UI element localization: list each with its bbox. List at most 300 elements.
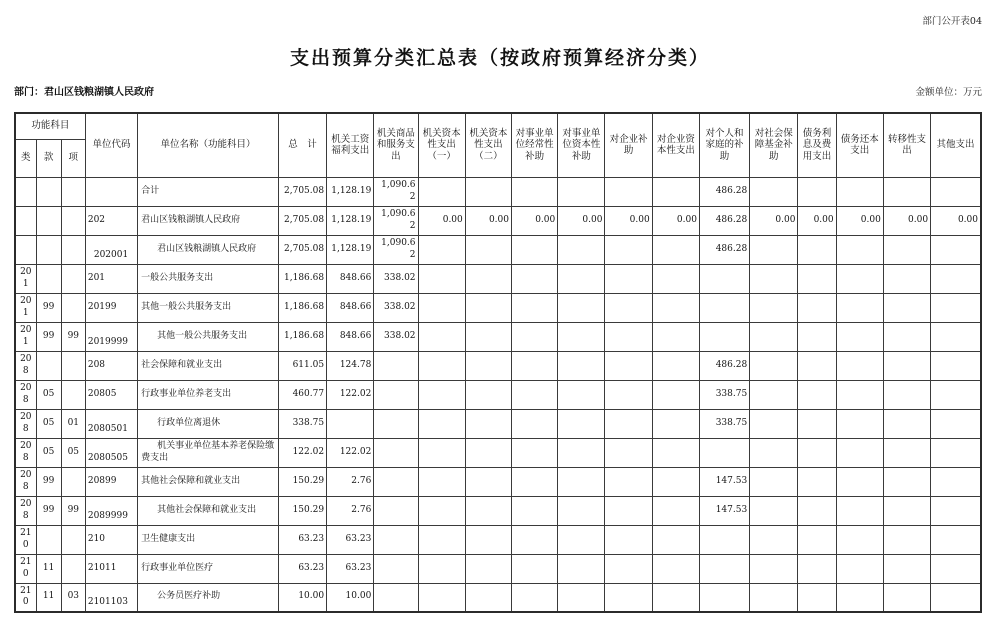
- cell-value-agency-wages-welfare: 2.76: [327, 496, 374, 525]
- cell-value-agency-capital-2: [465, 351, 511, 380]
- cell-value-individual-family-subsidy: 486.28: [699, 206, 749, 235]
- col-header-agency-wages-welfare: 机关工资福利支出: [327, 113, 374, 177]
- table-row: [15, 467, 981, 496]
- cell-item-code: [61, 264, 85, 293]
- cell-value-individual-family-subsidy: [699, 554, 749, 583]
- cell-value-institution-capital-subsidy: 0.00: [558, 206, 605, 235]
- cell-value-agency-goods-services: 1,090.62: [374, 206, 418, 235]
- col-header-institution-recurrent-subsidy: 对事业单位经常性补助: [512, 113, 558, 177]
- cell-value-institution-capital-subsidy: [558, 525, 605, 554]
- cell-value-transfer: [883, 496, 930, 525]
- cell-item-code: 03: [61, 583, 85, 612]
- cell-unit-name: 行政事业单位养老支出: [138, 380, 279, 409]
- budget-summary-table: [14, 112, 982, 613]
- col-header-enterprise-subsidy: 对企业补助: [605, 113, 652, 177]
- cell-value-agency-capital-1: [418, 467, 465, 496]
- cell-value-agency-goods-services: 338.02: [374, 293, 418, 322]
- cell-value-social-security-fund-subsidy: [750, 583, 798, 612]
- cell-value-debt-principal: [836, 293, 883, 322]
- cell-value-agency-capital-2: [465, 583, 511, 612]
- cell-unit-code: 210: [85, 525, 137, 554]
- cell-value-debt-interest-fees: [798, 264, 836, 293]
- cell-section-code: 05: [36, 438, 61, 467]
- cell-unit-code: [85, 177, 137, 206]
- cell-section-code: 11: [36, 554, 61, 583]
- cell-value-debt-principal: [836, 496, 883, 525]
- col-header-functional-subject: 功能科目: [15, 113, 85, 139]
- col-header-social-security-fund-subsidy: 对社会保障基金补助: [750, 113, 798, 177]
- cell-value-enterprise-capital: [652, 496, 699, 525]
- cell-class-code: 208: [15, 467, 36, 496]
- cell-section-code: 99: [36, 467, 61, 496]
- cell-value-individual-family-subsidy: 147.53: [699, 496, 749, 525]
- cell-unit-name: 卫生健康支出: [138, 525, 279, 554]
- cell-value-debt-interest-fees: [798, 438, 836, 467]
- cell-value-social-security-fund-subsidy: [750, 525, 798, 554]
- col-header-other: 其他支出: [931, 113, 981, 177]
- cell-value-enterprise-capital: [652, 525, 699, 554]
- cell-value-agency-goods-services: 1,090.62: [374, 177, 418, 206]
- cell-unit-code: 2080505: [85, 438, 137, 467]
- cell-value-total: 63.23: [278, 525, 326, 554]
- cell-class-code: [15, 177, 36, 206]
- cell-value-enterprise-capital: [652, 235, 699, 264]
- cell-unit-name: 君山区钱粮湖镇人民政府: [138, 206, 279, 235]
- cell-value-debt-interest-fees: [798, 351, 836, 380]
- cell-class-code: 208: [15, 351, 36, 380]
- col-header-agency-goods-services: 机关商品和服务支出: [374, 113, 418, 177]
- cell-item-code: [61, 177, 85, 206]
- cell-value-social-security-fund-subsidy: [750, 235, 798, 264]
- cell-value-institution-capital-subsidy: [558, 496, 605, 525]
- cell-value-transfer: [883, 351, 930, 380]
- cell-value-transfer: [883, 525, 930, 554]
- cell-value-institution-recurrent-subsidy: [512, 409, 558, 438]
- cell-section-code: 99: [36, 322, 61, 351]
- cell-value-agency-capital-2: 0.00: [465, 206, 511, 235]
- cell-value-debt-interest-fees: [798, 583, 836, 612]
- cell-value-enterprise-subsidy: [605, 177, 652, 206]
- cell-value-individual-family-subsidy: 486.28: [699, 235, 749, 264]
- cell-value-enterprise-subsidy: [605, 351, 652, 380]
- cell-value-total: 2,705.08: [278, 206, 326, 235]
- cell-value-individual-family-subsidy: [699, 264, 749, 293]
- cell-value-transfer: [883, 583, 930, 612]
- cell-value-agency-capital-2: [465, 380, 511, 409]
- cell-value-other: [931, 177, 981, 206]
- cell-value-agency-capital-2: [465, 438, 511, 467]
- cell-value-transfer: [883, 380, 930, 409]
- cell-value-social-security-fund-subsidy: [750, 293, 798, 322]
- cell-value-social-security-fund-subsidy: [750, 409, 798, 438]
- cell-value-institution-recurrent-subsidy: [512, 351, 558, 380]
- cell-unit-name: 机关事业单位基本养老保险缴费支出: [138, 438, 279, 467]
- table-body: [15, 177, 981, 612]
- table-row: [15, 264, 981, 293]
- cell-value-agency-capital-1: [418, 235, 465, 264]
- amount-unit-label: 金额单位：万元: [915, 87, 982, 98]
- cell-value-institution-capital-subsidy: [558, 554, 605, 583]
- department-label: 部门：君山区钱粮湖镇人民政府: [14, 87, 154, 98]
- table-row: [15, 554, 981, 583]
- cell-value-institution-recurrent-subsidy: [512, 525, 558, 554]
- cell-value-enterprise-subsidy: [605, 264, 652, 293]
- cell-value-agency-capital-2: [465, 322, 511, 351]
- cell-value-institution-recurrent-subsidy: [512, 235, 558, 264]
- table-row: [15, 583, 981, 612]
- cell-value-other: [931, 264, 981, 293]
- col-header-class: 类: [15, 139, 36, 177]
- cell-value-institution-capital-subsidy: [558, 351, 605, 380]
- cell-value-agency-goods-services: [374, 583, 418, 612]
- cell-unit-code: 2019999: [85, 322, 137, 351]
- cell-unit-name: 合计: [138, 177, 279, 206]
- cell-class-code: 208: [15, 409, 36, 438]
- cell-unit-name: 其他一般公共服务支出: [138, 322, 279, 351]
- cell-value-debt-principal: [836, 525, 883, 554]
- cell-class-code: [15, 235, 36, 264]
- cell-unit-code: 20899: [85, 467, 137, 496]
- cell-section-code: 11: [36, 583, 61, 612]
- col-header-unit-name: 单位名称（功能科目）: [138, 113, 279, 177]
- cell-value-total: 1,186.68: [278, 322, 326, 351]
- cell-value-enterprise-capital: [652, 583, 699, 612]
- cell-value-other: [931, 583, 981, 612]
- cell-value-agency-goods-services: [374, 409, 418, 438]
- cell-class-code: 208: [15, 438, 36, 467]
- cell-value-agency-capital-2: [465, 554, 511, 583]
- cell-value-transfer: [883, 554, 930, 583]
- cell-value-agency-capital-1: [418, 438, 465, 467]
- cell-value-debt-interest-fees: [798, 235, 836, 264]
- table-row: [15, 351, 981, 380]
- cell-value-individual-family-subsidy: 338.75: [699, 409, 749, 438]
- cell-value-agency-capital-1: [418, 351, 465, 380]
- cell-value-institution-capital-subsidy: [558, 235, 605, 264]
- cell-value-institution-recurrent-subsidy: [512, 322, 558, 351]
- cell-value-agency-wages-welfare: 122.02: [327, 380, 374, 409]
- cell-value-agency-capital-1: [418, 293, 465, 322]
- header-row-group: [15, 113, 981, 139]
- cell-value-other: [931, 322, 981, 351]
- cell-value-agency-capital-1: [418, 322, 465, 351]
- cell-value-social-security-fund-subsidy: [750, 351, 798, 380]
- cell-value-agency-capital-2: [465, 177, 511, 206]
- cell-section-code: [36, 264, 61, 293]
- cell-unit-code: 20805: [85, 380, 137, 409]
- cell-section-code: 99: [36, 293, 61, 322]
- cell-section-code: [36, 351, 61, 380]
- cell-value-social-security-fund-subsidy: [750, 496, 798, 525]
- cell-value-social-security-fund-subsidy: [750, 264, 798, 293]
- cell-value-debt-interest-fees: [798, 467, 836, 496]
- cell-class-code: 201: [15, 293, 36, 322]
- col-header-debt-interest-fees: 债务利息及费用支出: [798, 113, 836, 177]
- cell-value-institution-capital-subsidy: [558, 438, 605, 467]
- cell-value-transfer: 0.00: [883, 206, 930, 235]
- cell-item-code: [61, 467, 85, 496]
- cell-unit-name: 其他社会保障和就业支出: [138, 467, 279, 496]
- cell-value-enterprise-capital: 0.00: [652, 206, 699, 235]
- cell-value-agency-capital-1: [418, 554, 465, 583]
- cell-value-agency-goods-services: [374, 554, 418, 583]
- cell-class-code: 208: [15, 380, 36, 409]
- meta-row: [14, 83, 982, 98]
- cell-class-code: [15, 206, 36, 235]
- cell-value-total: 460.77: [278, 380, 326, 409]
- col-header-section: 款: [36, 139, 61, 177]
- cell-value-debt-interest-fees: [798, 525, 836, 554]
- col-header-item: 项: [61, 139, 85, 177]
- cell-value-enterprise-subsidy: [605, 496, 652, 525]
- cell-section-code: 05: [36, 380, 61, 409]
- cell-unit-code: 208: [85, 351, 137, 380]
- cell-value-enterprise-subsidy: [605, 554, 652, 583]
- cell-value-total: 1,186.68: [278, 293, 326, 322]
- cell-value-agency-wages-welfare: 2.76: [327, 467, 374, 496]
- cell-value-transfer: [883, 438, 930, 467]
- cell-value-individual-family-subsidy: [699, 583, 749, 612]
- table-row: [15, 235, 981, 264]
- cell-value-total: 150.29: [278, 496, 326, 525]
- cell-value-enterprise-subsidy: [605, 293, 652, 322]
- cell-unit-name: 其他社会保障和就业支出: [138, 496, 279, 525]
- cell-value-social-security-fund-subsidy: [750, 467, 798, 496]
- cell-value-other: [931, 525, 981, 554]
- cell-unit-name: 行政事业单位医疗: [138, 554, 279, 583]
- cell-section-code: [36, 525, 61, 554]
- cell-value-debt-interest-fees: 0.00: [798, 206, 836, 235]
- cell-value-enterprise-capital: [652, 264, 699, 293]
- cell-item-code: [61, 235, 85, 264]
- cell-value-institution-capital-subsidy: [558, 583, 605, 612]
- cell-value-debt-principal: [836, 409, 883, 438]
- cell-value-institution-recurrent-subsidy: [512, 496, 558, 525]
- col-header-individual-family-subsidy: 对个人和家庭的补助: [699, 113, 749, 177]
- cell-value-agency-capital-2: [465, 525, 511, 554]
- cell-item-code: [61, 525, 85, 554]
- cell-value-transfer: [883, 264, 930, 293]
- cell-unit-code: 2080501: [85, 409, 137, 438]
- cell-section-code: 05: [36, 409, 61, 438]
- cell-value-enterprise-subsidy: [605, 525, 652, 554]
- cell-value-agency-capital-1: [418, 380, 465, 409]
- cell-value-debt-interest-fees: [798, 380, 836, 409]
- page-title: 支出预算分类汇总表（按政府预算经济分类）: [289, 47, 710, 69]
- col-header-enterprise-capital: 对企业资本性支出: [652, 113, 699, 177]
- cell-value-total: 1,186.68: [278, 264, 326, 293]
- cell-value-enterprise-subsidy: [605, 322, 652, 351]
- cell-value-individual-family-subsidy: 147.53: [699, 467, 749, 496]
- cell-value-agency-goods-services: 1,090.62: [374, 235, 418, 264]
- cell-unit-code: 2089999: [85, 496, 137, 525]
- cell-value-agency-goods-services: [374, 380, 418, 409]
- col-header-agency-capital-2: 机关资本性支出（二）: [465, 113, 511, 177]
- cell-value-total: 2,705.08: [278, 177, 326, 206]
- cell-value-agency-capital-1: 0.00: [418, 206, 465, 235]
- cell-value-enterprise-subsidy: [605, 438, 652, 467]
- table-row: [15, 409, 981, 438]
- cell-value-total: 10.00: [278, 583, 326, 612]
- cell-value-institution-capital-subsidy: [558, 293, 605, 322]
- cell-value-debt-principal: [836, 177, 883, 206]
- cell-value-enterprise-capital: [652, 293, 699, 322]
- cell-value-other: [931, 235, 981, 264]
- cell-value-enterprise-subsidy: [605, 380, 652, 409]
- cell-value-institution-recurrent-subsidy: [512, 380, 558, 409]
- cell-value-enterprise-subsidy: [605, 583, 652, 612]
- cell-value-social-security-fund-subsidy: 0.00: [750, 206, 798, 235]
- cell-value-transfer: [883, 293, 930, 322]
- cell-value-other: [931, 554, 981, 583]
- table-row: [15, 380, 981, 409]
- cell-value-debt-interest-fees: [798, 293, 836, 322]
- cell-value-agency-capital-1: [418, 409, 465, 438]
- cell-value-debt-principal: [836, 467, 883, 496]
- cell-value-agency-wages-welfare: 122.02: [327, 438, 374, 467]
- cell-class-code: 201: [15, 322, 36, 351]
- cell-unit-code: 201: [85, 264, 137, 293]
- col-header-unit-code: 单位代码: [85, 113, 137, 177]
- cell-value-institution-recurrent-subsidy: [512, 467, 558, 496]
- cell-value-agency-goods-services: 338.02: [374, 264, 418, 293]
- cell-unit-name: 一般公共服务支出: [138, 264, 279, 293]
- cell-unit-name: 君山区钱粮湖镇人民政府: [138, 235, 279, 264]
- cell-unit-name: 其他一般公共服务支出: [138, 293, 279, 322]
- cell-value-other: [931, 351, 981, 380]
- cell-unit-code: 21011: [85, 554, 137, 583]
- col-header-total: 总 计: [278, 113, 326, 177]
- cell-item-code: 99: [61, 322, 85, 351]
- cell-value-agency-wages-welfare: 848.66: [327, 293, 374, 322]
- cell-value-institution-recurrent-subsidy: [512, 264, 558, 293]
- cell-value-agency-goods-services: [374, 438, 418, 467]
- cell-value-enterprise-capital: [652, 467, 699, 496]
- cell-value-institution-recurrent-subsidy: [512, 554, 558, 583]
- cell-value-total: 63.23: [278, 554, 326, 583]
- cell-item-code: [61, 554, 85, 583]
- cell-value-other: [931, 380, 981, 409]
- cell-value-individual-family-subsidy: [699, 322, 749, 351]
- cell-value-agency-wages-welfare: 848.66: [327, 322, 374, 351]
- cell-value-enterprise-subsidy: [605, 409, 652, 438]
- cell-value-agency-capital-2: [465, 409, 511, 438]
- cell-unit-code: 202: [85, 206, 137, 235]
- cell-value-debt-interest-fees: [798, 322, 836, 351]
- cell-value-other: [931, 496, 981, 525]
- cell-item-code: 05: [61, 438, 85, 467]
- cell-value-total: 338.75: [278, 409, 326, 438]
- cell-item-code: [61, 351, 85, 380]
- cell-item-code: 99: [61, 496, 85, 525]
- cell-value-agency-capital-2: [465, 467, 511, 496]
- cell-value-agency-capital-1: [418, 525, 465, 554]
- cell-value-enterprise-subsidy: [605, 467, 652, 496]
- cell-value-institution-recurrent-subsidy: [512, 583, 558, 612]
- cell-class-code: 210: [15, 583, 36, 612]
- cell-value-debt-principal: [836, 264, 883, 293]
- cell-value-social-security-fund-subsidy: [750, 177, 798, 206]
- cell-value-total: 150.29: [278, 467, 326, 496]
- cell-value-transfer: [883, 235, 930, 264]
- cell-value-debt-principal: [836, 322, 883, 351]
- cell-value-debt-interest-fees: [798, 554, 836, 583]
- cell-value-agency-wages-welfare: 10.00: [327, 583, 374, 612]
- table-row: [15, 525, 981, 554]
- cell-section-code: 99: [36, 496, 61, 525]
- cell-value-enterprise-capital: [652, 351, 699, 380]
- cell-unit-code: 202001: [85, 235, 137, 264]
- cell-value-enterprise-capital: [652, 380, 699, 409]
- cell-value-debt-principal: [836, 235, 883, 264]
- cell-value-other: [931, 293, 981, 322]
- cell-value-agency-capital-1: [418, 496, 465, 525]
- cell-value-enterprise-capital: [652, 177, 699, 206]
- cell-unit-code: 20199: [85, 293, 137, 322]
- cell-value-transfer: [883, 322, 930, 351]
- cell-item-code: [61, 206, 85, 235]
- cell-section-code: [36, 235, 61, 264]
- cell-value-debt-interest-fees: [798, 496, 836, 525]
- cell-section-code: [36, 206, 61, 235]
- cell-item-code: [61, 293, 85, 322]
- cell-value-agency-wages-welfare: 63.23: [327, 525, 374, 554]
- cell-value-debt-principal: [836, 351, 883, 380]
- cell-value-institution-capital-subsidy: [558, 264, 605, 293]
- cell-unit-name: 公务员医疗补助: [138, 583, 279, 612]
- cell-item-code: [61, 380, 85, 409]
- table-row: [15, 438, 981, 467]
- cell-value-transfer: [883, 177, 930, 206]
- cell-value-debt-principal: 0.00: [836, 206, 883, 235]
- cell-value-social-security-fund-subsidy: [750, 554, 798, 583]
- cell-value-agency-goods-services: [374, 351, 418, 380]
- cell-value-total: 2,705.08: [278, 235, 326, 264]
- cell-value-institution-capital-subsidy: [558, 380, 605, 409]
- cell-value-total: 122.02: [278, 438, 326, 467]
- cell-unit-name: 行政单位离退休: [138, 409, 279, 438]
- doc-code-label: 部门公开表04: [922, 16, 982, 27]
- cell-value-agency-capital-2: [465, 235, 511, 264]
- cell-value-debt-interest-fees: [798, 409, 836, 438]
- cell-value-enterprise-capital: [652, 409, 699, 438]
- table-row: [15, 293, 981, 322]
- cell-value-enterprise-capital: [652, 322, 699, 351]
- cell-value-agency-capital-2: [465, 496, 511, 525]
- cell-value-other: [931, 409, 981, 438]
- cell-value-agency-goods-services: [374, 467, 418, 496]
- col-header-agency-capital-1: 机关资本性支出（一）: [418, 113, 465, 177]
- cell-class-code: 201: [15, 264, 36, 293]
- cell-value-agency-capital-1: [418, 264, 465, 293]
- cell-value-institution-capital-subsidy: [558, 322, 605, 351]
- cell-value-total: 611.05: [278, 351, 326, 380]
- cell-value-social-security-fund-subsidy: [750, 322, 798, 351]
- cell-value-agency-wages-welfare: 1,128.19: [327, 206, 374, 235]
- cell-class-code: 210: [15, 525, 36, 554]
- col-header-debt-principal: 债务还本支出: [836, 113, 883, 177]
- cell-value-debt-principal: [836, 554, 883, 583]
- cell-item-code: 01: [61, 409, 85, 438]
- cell-value-enterprise-capital: [652, 438, 699, 467]
- cell-value-agency-goods-services: 338.02: [374, 322, 418, 351]
- cell-value-institution-recurrent-subsidy: [512, 438, 558, 467]
- cell-value-individual-family-subsidy: 338.75: [699, 380, 749, 409]
- cell-value-transfer: [883, 467, 930, 496]
- cell-value-agency-wages-welfare: [327, 409, 374, 438]
- cell-value-institution-capital-subsidy: [558, 409, 605, 438]
- cell-value-other: 0.00: [931, 206, 981, 235]
